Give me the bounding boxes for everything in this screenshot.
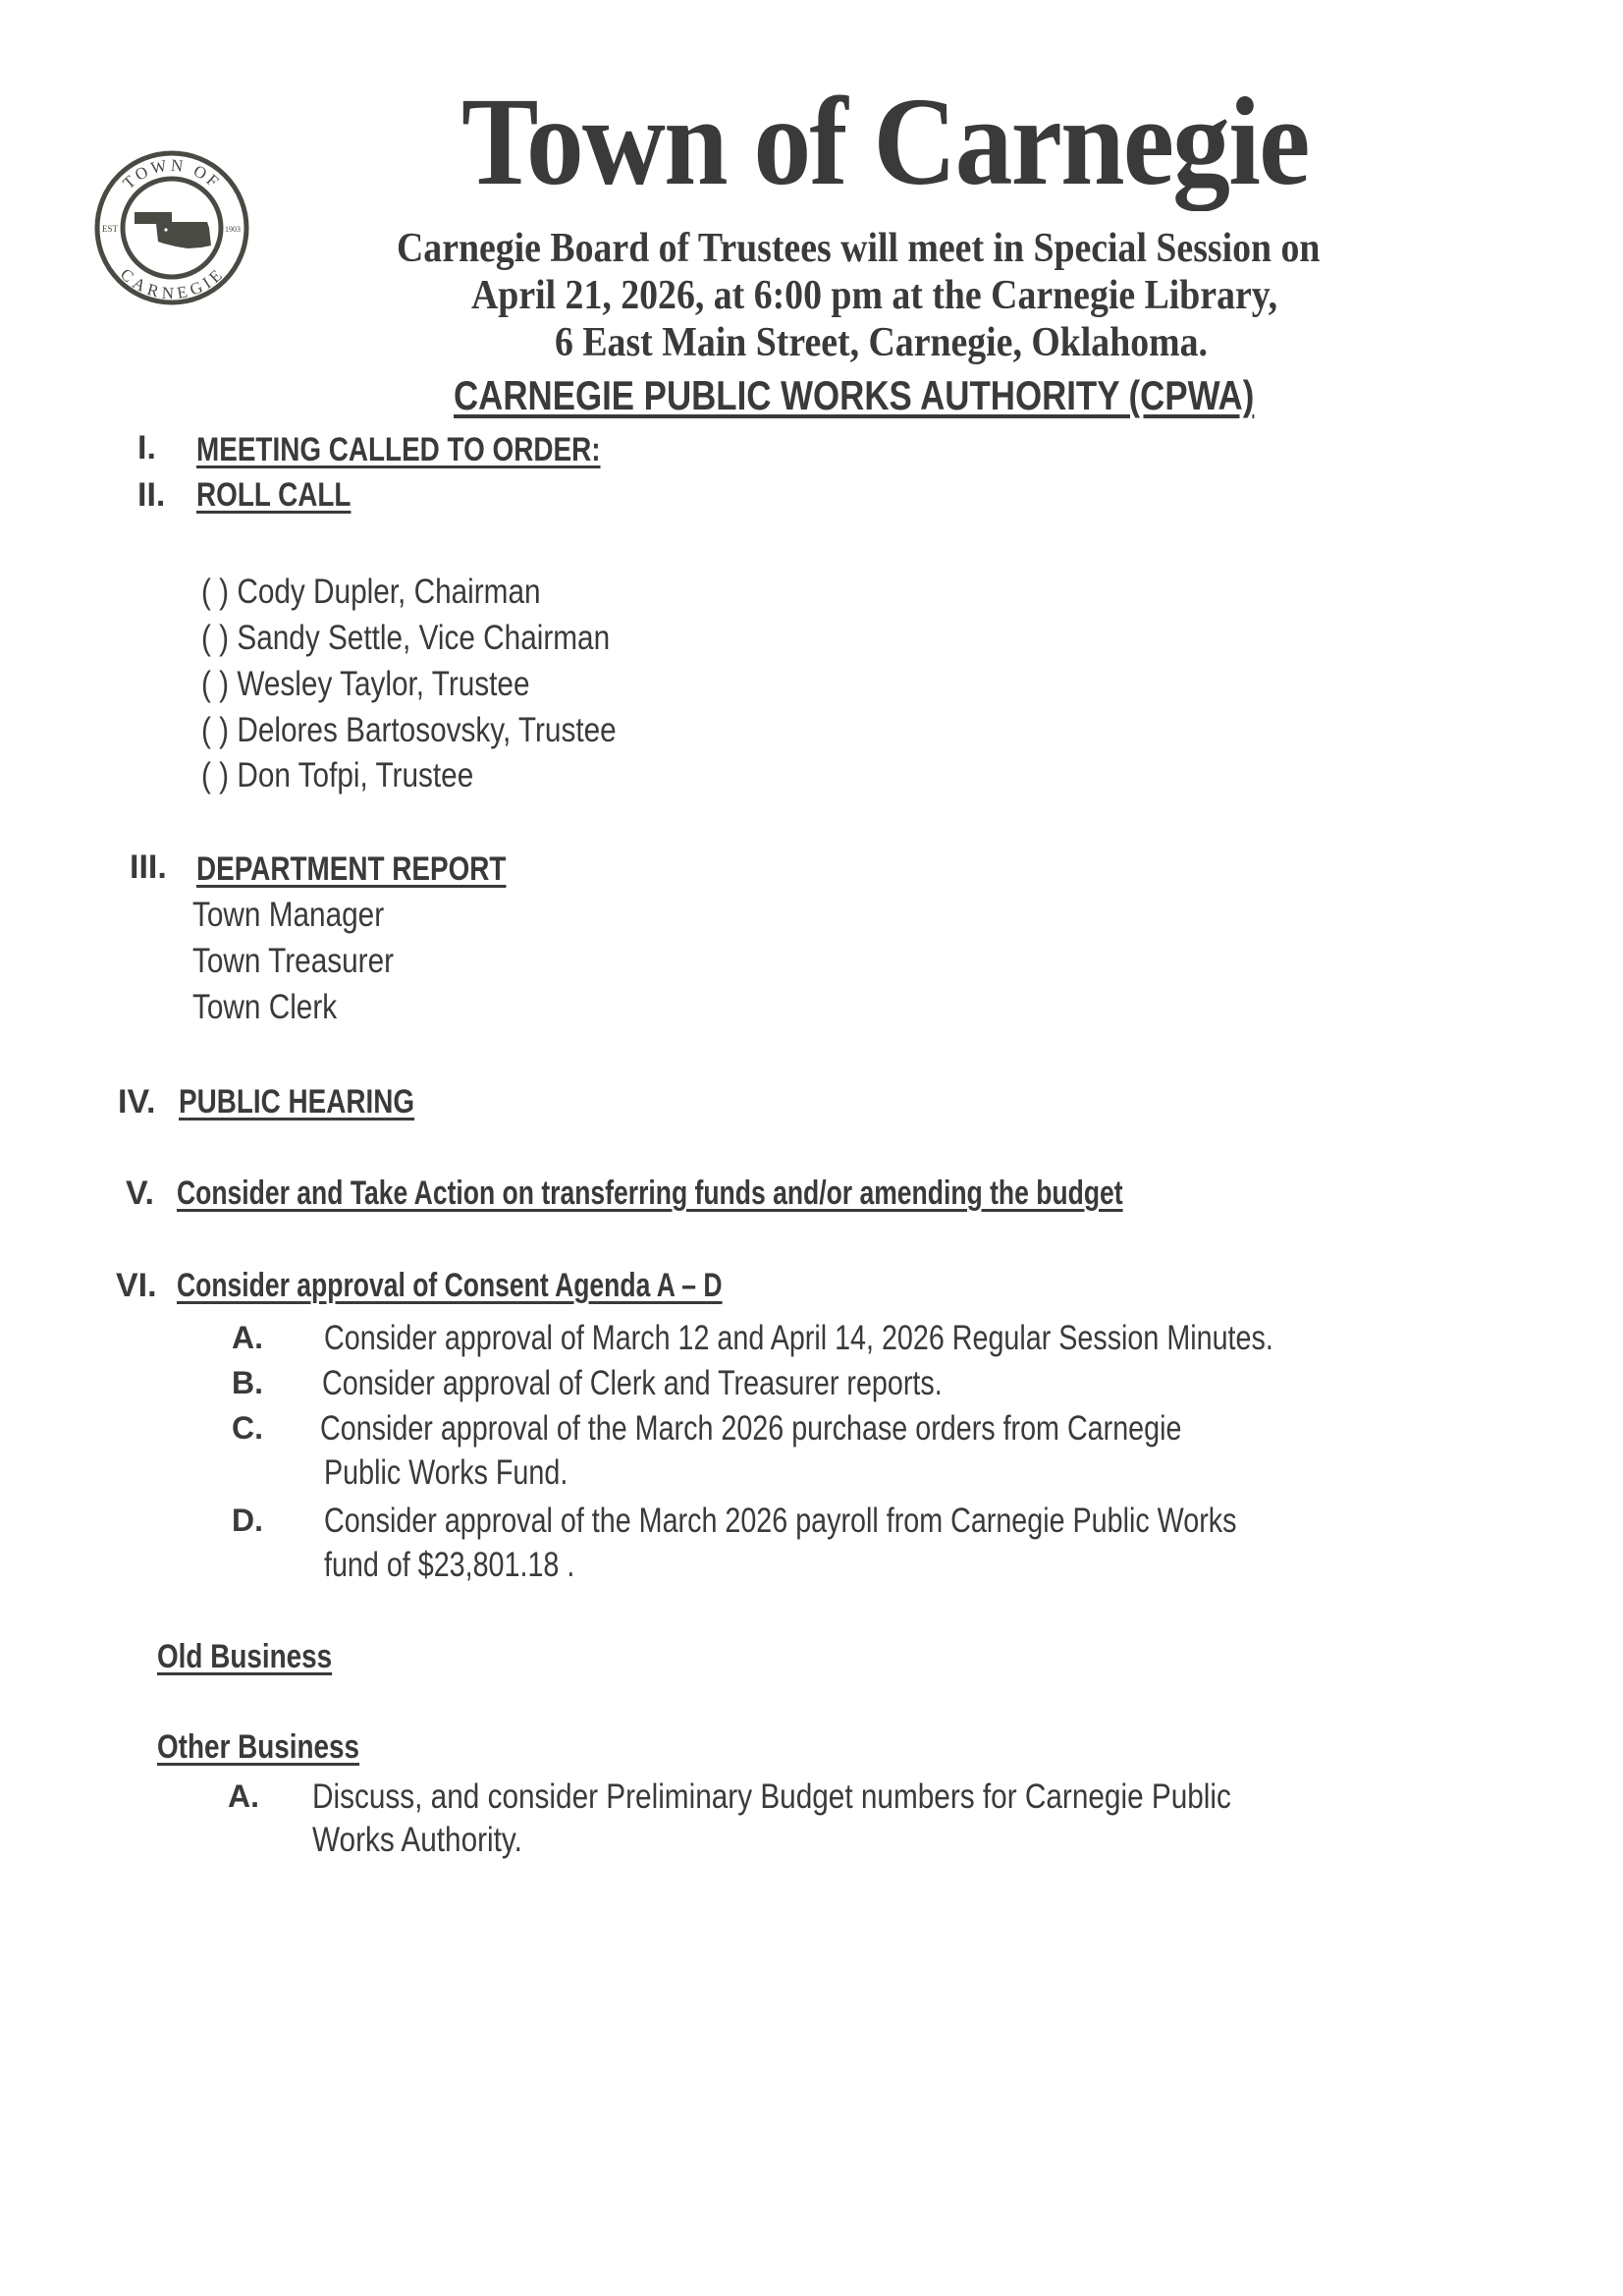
consent-item-text: Consider approval of the March 2026 purchase orders from Carnegie (320, 1409, 1182, 1448)
consent-item-letter: C. (232, 1410, 263, 1446)
department-report-item: Town Clerk (192, 988, 338, 1026)
consent-item-text: Consider approval of Clerk and Treasurer reports. (322, 1364, 943, 1402)
department-report-item: Town Treasurer (192, 942, 395, 980)
notice-line-2: April 21, 2026, at 6:00 pm at the Carnegie Library, (471, 273, 1278, 318)
section-number: V. (126, 1175, 155, 1212)
page-title: Town of Carnegie (461, 72, 1309, 211)
authority-heading: CARNEGIE PUBLIC WORKS AUTHORITY (CPWA) (454, 372, 1255, 418)
consent-item-letter: B. (232, 1365, 263, 1400)
department-report-item: Town Manager (192, 896, 385, 934)
section-number: VI. (116, 1267, 157, 1304)
consent-item-text: Consider approval of March 12 and April 14, 2026 Regular Session Minutes. (324, 1319, 1273, 1357)
section-heading-department-report: DEPARTMENT REPORT (196, 850, 507, 888)
roll-call-member: ( ) Don Tofpi, Trustee (201, 756, 474, 794)
other-business-item-text-continued: Works Authority. (312, 1821, 522, 1859)
section-number: I. (137, 429, 156, 466)
notice-line-3: 6 East Main Street, Carnegie, Oklahoma. (555, 320, 1208, 365)
section-number: IV. (118, 1083, 156, 1121)
other-business-item-letter: A. (228, 1778, 259, 1814)
other-business-item-text: Discuss, and consider Preliminary Budget numbers for Carnegie Public (312, 1777, 1231, 1816)
town-seal-logo (93, 149, 250, 306)
section-heading-roll-call: ROLL CALL (196, 476, 352, 514)
section-heading-call-to-order: MEETING CALLED TO ORDER: (196, 431, 601, 468)
seal-est-text: EST (102, 224, 119, 234)
section-number: III. (130, 848, 167, 886)
roll-call-member: ( ) Delores Bartosovsky, Trustee (201, 711, 617, 749)
seal-top-text: TOWN OF (119, 155, 225, 193)
star-icon (164, 228, 167, 231)
roll-call-member: ( ) Wesley Taylor, Trustee (201, 665, 530, 703)
section-heading-budget-action: Consider and Take Action on transferring funds and/or amending the budget (177, 1175, 1123, 1212)
seal-year-text: 1903 (225, 225, 241, 234)
roll-call-member: ( ) Cody Dupler, Chairman (201, 573, 541, 611)
consent-item-text-continued: fund of $23,801.18 . (324, 1546, 575, 1584)
section-heading-other-business: Other Business (157, 1728, 360, 1766)
section-number: II. (137, 476, 166, 514)
consent-item-text: Consider approval of the March 2026 payroll from Carnegie Public Works (324, 1502, 1237, 1540)
consent-item-letter: D. (232, 1503, 263, 1538)
consent-item-letter: A. (232, 1320, 263, 1355)
consent-item-text-continued: Public Works Fund. (324, 1453, 568, 1492)
seal-bottom-text: CARNEGIE (116, 264, 228, 303)
oklahoma-state-icon (135, 212, 211, 248)
section-heading-old-business: Old Business (157, 1638, 333, 1675)
roll-call-member: ( ) Sandy Settle, Vice Chairman (201, 619, 611, 657)
section-heading-public-hearing: PUBLIC HEARING (179, 1083, 415, 1121)
notice-line-1: Carnegie Board of Trustees will meet in Special Session on (397, 226, 1321, 271)
section-heading-consent-agenda: Consider approval of Consent Agenda A – D (177, 1267, 723, 1304)
